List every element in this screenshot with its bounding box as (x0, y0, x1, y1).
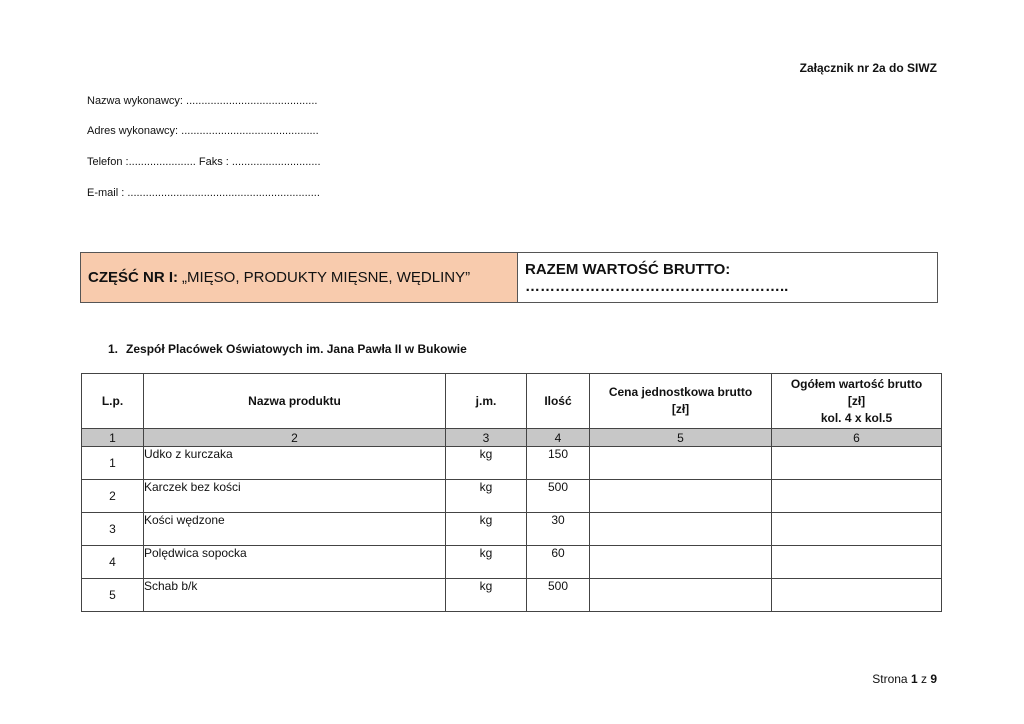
row-unit-price-cell[interactable] (590, 480, 772, 513)
row-product-name: Schab b/k (144, 579, 446, 612)
column-number: 3 (446, 429, 527, 447)
school-heading (108, 342, 475, 356)
row-product-name: Karczek bez kości (144, 480, 446, 513)
row-quantity: 30 (527, 513, 590, 546)
row-total-value-cell[interactable] (772, 513, 942, 546)
row-quantity: 500 (527, 579, 590, 612)
row-unit-price-cell[interactable] (590, 513, 772, 546)
row-product-name: Kości wędzone (144, 513, 446, 546)
header-total-line1: Ogółem wartość brutto (790, 376, 923, 391)
page-number (872, 672, 937, 686)
row-unit-price-cell[interactable] (590, 546, 772, 579)
row-quantity: 500 (527, 480, 590, 513)
row-unit: kg (446, 513, 527, 546)
table-header-row (82, 374, 942, 429)
table-row (82, 513, 942, 546)
page-label: Strona (872, 672, 908, 686)
email-line: E-mail : ............................................................... (87, 187, 320, 199)
phone-fax-line: Telefon :...................... Faks : ............................. (87, 156, 321, 168)
contractor-name-line: Nazwa wykonawcy: ........................................... (87, 95, 318, 107)
header-unit-price (590, 374, 772, 429)
row-product-name: Udko z kurczaka (144, 447, 446, 480)
school-number: 1. (108, 342, 119, 356)
row-unit: kg (446, 447, 527, 480)
row-lp: 4 (82, 546, 144, 579)
part-header-box (80, 252, 938, 303)
products-table (81, 373, 942, 612)
part-title-cell (81, 253, 518, 302)
row-product-name: Polędwica sopocka (144, 546, 446, 579)
table-row (82, 546, 942, 579)
header-unit: j.m. (446, 374, 527, 429)
column-number-row (82, 429, 942, 447)
part-title: „MIĘSO, PRODUKTY MIĘSNE, WĘDLINY” (182, 269, 471, 286)
header-unit-price-line1: Cena jednostkowa brutto (608, 385, 753, 399)
row-unit: kg (446, 579, 527, 612)
row-total-value-cell[interactable] (772, 447, 942, 480)
row-total-value-cell[interactable] (772, 480, 942, 513)
row-unit: kg (446, 480, 527, 513)
contractor-address-line: Adres wykonawcy: ............................................. (87, 125, 319, 137)
school-name: Zespół Placówek Oświatowych im. Jana Pawła II w Bukowie (126, 342, 467, 356)
row-lp: 2 (82, 480, 144, 513)
page-of: z (920, 672, 927, 686)
total-gross-cell: RAZEM WARTOŚĆ BRUTTO: …………………………………………….. (525, 260, 789, 295)
column-number: 1 (82, 429, 144, 447)
header-product-name: Nazwa produktu (144, 374, 446, 429)
row-total-value-cell[interactable] (772, 579, 942, 612)
header-lp: L.p. (82, 374, 144, 429)
total-pages: 9 (930, 672, 937, 686)
table-row (82, 447, 942, 480)
row-lp: 3 (82, 513, 144, 546)
row-unit: kg (446, 546, 527, 579)
table-row (82, 480, 942, 513)
header-total-line3: kol. 4 x kol.5 (820, 410, 893, 425)
header-total-value (772, 374, 942, 429)
column-number: 4 (527, 429, 590, 447)
row-lp: 5 (82, 579, 144, 612)
row-lp: 1 (82, 447, 144, 480)
column-number: 6 (772, 429, 942, 447)
row-quantity: 150 (527, 447, 590, 480)
part-label: CZĘŚĆ NR I: (88, 269, 178, 286)
column-number: 5 (590, 429, 772, 447)
header-total-line2: [zł] (847, 393, 866, 408)
annex-label: Załącznik nr 2a do SIWZ (799, 61, 937, 75)
row-quantity: 60 (527, 546, 590, 579)
table-row (82, 579, 942, 612)
header-unit-price-line2: [zł] (671, 402, 690, 416)
row-total-value-cell[interactable] (772, 546, 942, 579)
header-quantity: Ilość (527, 374, 590, 429)
row-unit-price-cell[interactable] (590, 447, 772, 480)
column-number: 2 (144, 429, 446, 447)
row-unit-price-cell[interactable] (590, 579, 772, 612)
current-page: 1 (910, 672, 918, 686)
